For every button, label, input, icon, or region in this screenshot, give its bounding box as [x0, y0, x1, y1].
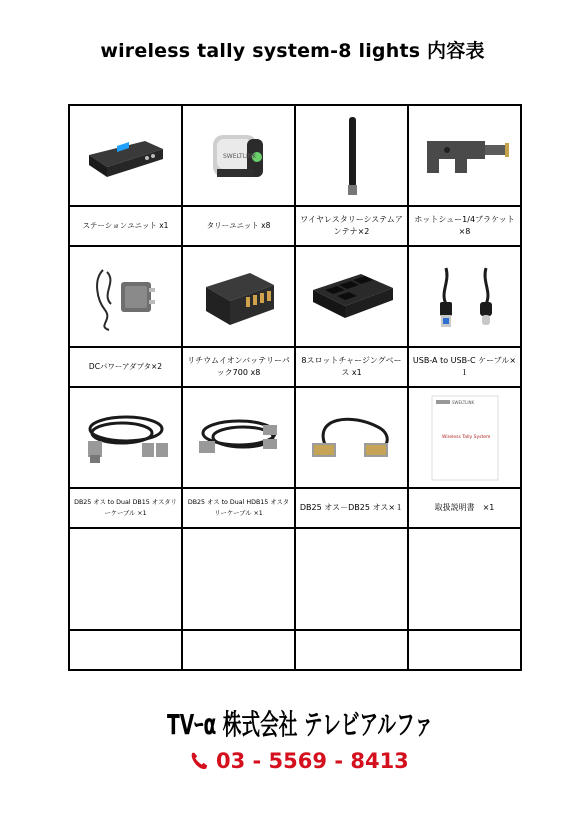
item-label: タリーユニット x8	[182, 206, 295, 246]
svg-text:SWELTLINK: SWELTLINK	[222, 152, 256, 160]
station-unit-icon	[83, 127, 169, 185]
antenna-cell	[295, 105, 408, 206]
item-label: DCパワーアダプタ×2	[69, 347, 182, 387]
battery-pack-cell	[182, 246, 295, 347]
tally-unit-cell	[182, 105, 295, 206]
empty-cell	[69, 528, 182, 630]
tally-unit-icon	[203, 125, 275, 187]
usb-cable-icon	[422, 262, 508, 332]
manual-icon	[430, 394, 500, 482]
hotshoe-bracket-cell	[408, 105, 521, 206]
charging-base-icon	[307, 266, 397, 328]
phone-number-text: 03 - 5569 - 8413	[216, 749, 409, 773]
db25-dual-db15-cable-icon	[76, 407, 176, 469]
empty-cell	[408, 528, 521, 630]
empty-cell	[182, 528, 295, 630]
empty-cell	[295, 630, 408, 670]
manual-brand: SWELTLINK	[451, 399, 474, 405]
company-logo	[167, 704, 437, 740]
phone-number	[188, 746, 428, 776]
page-title: wireless tally system-8 lights 内容表	[100, 40, 485, 62]
dc-power-adapter-icon	[83, 260, 169, 334]
db25-db25-cable-icon	[302, 407, 402, 469]
item-label: DB25 オス－DB25 オス×１	[295, 488, 408, 528]
empty-cell	[69, 630, 182, 670]
station-unit-cell	[69, 105, 182, 206]
empty-cell	[182, 630, 295, 670]
item-label: 取扱説明書 ×1	[408, 488, 521, 528]
db25-db25-cell	[295, 387, 408, 488]
empty-cell	[408, 630, 521, 670]
contents-table	[68, 104, 522, 671]
charging-base-cell	[295, 246, 408, 347]
item-label: USB-A to USB-C ケーブル×１	[408, 347, 521, 387]
battery-pack-icon	[198, 263, 280, 331]
dc-power-adapter-cell	[69, 246, 182, 347]
hotshoe-bracket-icon	[417, 131, 513, 181]
item-label: ホットシュー1/4ブラケット×8	[408, 206, 521, 246]
item-label: ステーションユニット x1	[69, 206, 182, 246]
db25-dual-hdb15-cell	[182, 387, 295, 488]
item-label: リチウムイオンバッテリーパック700 x8	[182, 347, 295, 387]
empty-cell	[295, 528, 408, 630]
phone-icon	[188, 750, 210, 772]
item-label: 8スロットチャージングベース x1	[295, 347, 408, 387]
item-label: ワイヤレスタリーシステムアンテナ×2	[295, 206, 408, 246]
company-logo-text: TVｰα 株式会社 テレビアルファ	[167, 708, 433, 741]
manual-cell	[408, 387, 521, 488]
db25-dual-hdb15-cable-icon	[189, 407, 289, 469]
db25-dual-db15-cell	[69, 387, 182, 488]
item-label: DB25 オス to Dual HDB15 オスタリーケーブル ×1	[182, 488, 295, 528]
usb-cable-cell	[408, 246, 521, 347]
antenna-icon	[337, 113, 367, 199]
manual-heading: Wireless Tally System	[441, 434, 490, 440]
item-label: DB25 オス to Dual DB15 オスタリーケーブル ×1	[69, 488, 182, 528]
